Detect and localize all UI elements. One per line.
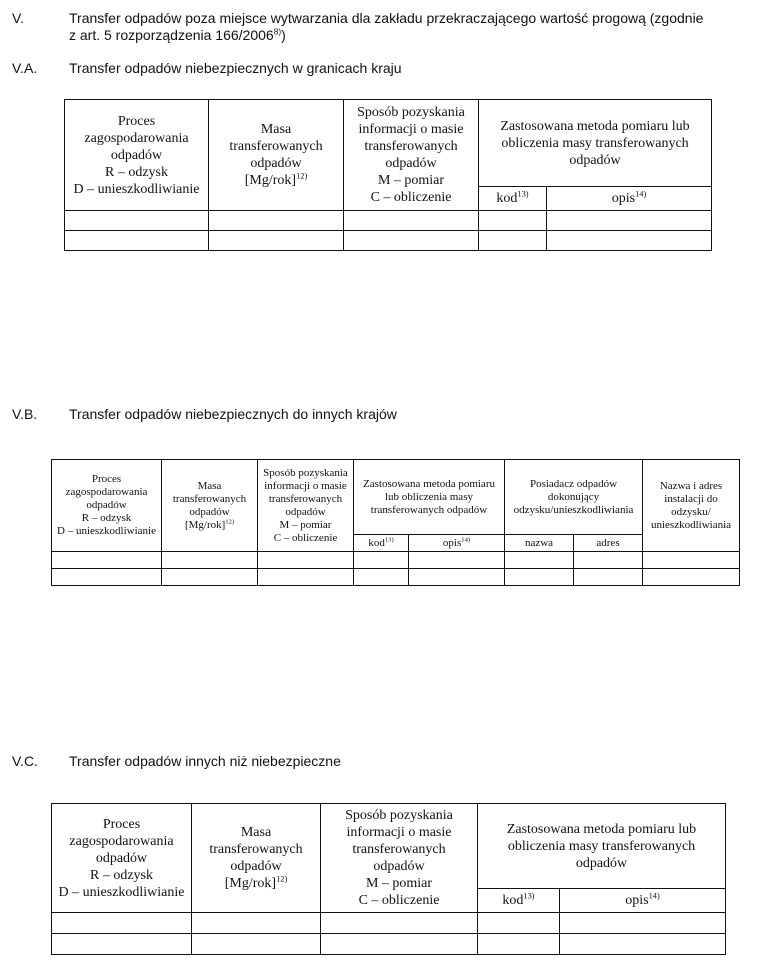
header-line: zagospodarowania: [84, 130, 189, 146]
header-line: odpadów: [285, 505, 326, 518]
header-kod: [479, 187, 547, 211]
header-line: D – unieszkodliwianie: [57, 525, 156, 537]
header-line: obliczenia masy transferowanych: [507, 838, 696, 854]
header-line: C – obliczenie: [370, 190, 452, 205]
table-cell[interactable]: [574, 569, 643, 586]
header-line: odpadów: [373, 859, 425, 874]
table-cell[interactable]: [52, 934, 192, 955]
header-line: odpadów: [569, 152, 621, 168]
section-title: Transfer odpadów niebezpiecznych do innych krajów: [69, 406, 397, 422]
header-line: C – obliczenie: [358, 893, 440, 908]
header-masa: [192, 804, 321, 913]
section-title: Transfer odpadów niebezpiecznych w granicach kraju: [69, 60, 402, 76]
table-cell[interactable]: [209, 211, 344, 231]
header-metoda: [354, 460, 505, 535]
header-line: zagospodarowania: [69, 833, 174, 849]
header-line: odzysku/: [671, 505, 711, 518]
header-line: C – obliczenie: [273, 531, 338, 544]
header-line: transferowanych: [172, 492, 247, 505]
header-sposob: [344, 100, 479, 211]
section-number: V.: [12, 10, 24, 26]
header-text: kod: [502, 893, 524, 908]
footnote-ref: 13): [523, 891, 535, 901]
section-number: V.B.: [12, 406, 38, 422]
header-line: informacji o masie: [346, 825, 452, 840]
header-text: kod: [496, 191, 518, 206]
header-line: [193, 875, 319, 892]
table-cell[interactable]: [574, 552, 643, 569]
header-line: odpadów: [189, 505, 230, 518]
table-row: [52, 913, 726, 934]
footnote-ref: 14): [635, 189, 647, 199]
header-line: odpadów: [385, 156, 437, 171]
header-line: transferowanych: [209, 842, 303, 857]
unit-text: [Mg/rok]: [184, 518, 226, 531]
header-line: Proces: [117, 113, 156, 129]
table-cell[interactable]: [505, 569, 574, 586]
header-line: D – unieszkodliwianie: [58, 884, 185, 900]
section-title-text: ): [281, 27, 286, 43]
header-line: D – unieszkodliwianie: [73, 181, 200, 197]
header-line: unieszkodliwiania: [650, 518, 732, 531]
header-line: odpadów: [110, 147, 163, 163]
footnote-ref: 8): [273, 26, 282, 37]
header-line: Sposób pozyskania: [345, 808, 453, 823]
header-kod: [354, 535, 409, 552]
header-instalacja: [643, 460, 740, 552]
section-number: V.C.: [12, 753, 38, 769]
header-line: odpadów: [575, 855, 628, 871]
header-line: transferowanych: [352, 842, 446, 857]
table-cell[interactable]: [52, 913, 192, 934]
header-line: Masa: [260, 122, 292, 137]
header-text: opis: [442, 536, 462, 549]
table-cell[interactable]: [321, 934, 478, 955]
header-line: R – odzysk: [105, 164, 168, 180]
table-cell[interactable]: [354, 569, 409, 586]
table-row: [52, 934, 726, 955]
table-cell[interactable]: [52, 569, 162, 586]
section-title-line: Transfer odpadów poza miejsce wytwarzania dla zakładu przekraczającego wartość progową (zgodnie: [69, 10, 704, 26]
footnote-ref: 13): [517, 189, 529, 199]
header-opis: [409, 535, 505, 552]
table-cell[interactable]: [258, 569, 354, 586]
header-masa: [209, 100, 344, 211]
footnote-ref: 12): [225, 517, 235, 525]
table-cell[interactable]: [547, 231, 712, 251]
header-line: instalacji do: [664, 492, 718, 505]
table-row: [65, 211, 712, 231]
section-title: [69, 10, 703, 44]
footnote-ref: 12): [276, 874, 288, 884]
footnote-ref: 14): [648, 891, 660, 901]
section-title-text: z art. 5 rozporządzenia 166/2006: [69, 27, 274, 43]
header-line: Proces: [102, 816, 141, 832]
table-va: [64, 99, 712, 251]
table-cell[interactable]: [65, 211, 209, 231]
header-line: Masa: [197, 479, 222, 492]
header-metoda: [479, 100, 712, 187]
table-cell[interactable]: [258, 552, 354, 569]
header-adres: adres: [574, 535, 643, 552]
header-line: Zastosowana metoda pomiaru: [363, 477, 495, 490]
header-line: Nazwa i adres: [659, 479, 723, 492]
header-line: Zastosowana metoda pomiaru lub: [500, 118, 690, 134]
header-kod: [478, 889, 560, 913]
header-nazwa: nazwa: [505, 535, 574, 552]
table-row: [52, 552, 740, 569]
table-cell[interactable]: [162, 569, 258, 586]
section-va-heading: [12, 60, 767, 78]
header-proces: [52, 804, 192, 913]
header-line: R – odzysk: [81, 512, 132, 524]
header-line: transferowanych: [268, 492, 343, 505]
section-v-heading: [12, 10, 767, 46]
header-line: informacji o masie: [264, 479, 347, 492]
table-row: [52, 569, 740, 586]
header-line: Masa: [240, 825, 272, 840]
table-cell[interactable]: [162, 552, 258, 569]
table-cell[interactable]: [547, 211, 712, 231]
header-line: transferowanych odpadów: [370, 503, 488, 516]
header-line: M – pomiar: [279, 518, 332, 531]
header-line: [163, 519, 256, 532]
header-line: odpadów: [86, 499, 127, 511]
header-line: Zastosowana metoda pomiaru lub: [506, 821, 697, 837]
table-cell[interactable]: [209, 231, 344, 251]
header-metoda: [478, 804, 726, 889]
table-cell[interactable]: [409, 552, 505, 569]
section-title: Transfer odpadów innych niż niebezpieczne: [69, 753, 341, 769]
table-cell[interactable]: [65, 231, 209, 251]
header-sposob: [321, 804, 478, 913]
header-line: transferowanych: [364, 139, 458, 154]
table-cell[interactable]: [344, 231, 479, 251]
table-cell[interactable]: [192, 934, 321, 955]
table-cell[interactable]: [192, 913, 321, 934]
header-line: Posiadacz odpadów: [529, 477, 618, 490]
table-cell[interactable]: [505, 552, 574, 569]
header-line: transferowanych: [229, 139, 323, 154]
header-line: odzysku/unieszkodliwiania: [513, 503, 634, 516]
header-sposob: [258, 460, 354, 552]
header-line: lub obliczenia masy: [385, 490, 473, 503]
header-line: obliczenia masy transferowanych: [501, 135, 689, 151]
header-text: kod: [368, 536, 385, 549]
footnote-ref: 13): [384, 535, 394, 543]
table-cell[interactable]: [643, 569, 740, 586]
table-cell[interactable]: [344, 211, 479, 231]
section-vb-heading: [12, 406, 767, 424]
table-row: [65, 231, 712, 251]
table-vc: [51, 803, 726, 955]
table-cell[interactable]: [560, 934, 726, 955]
header-line: odpadów: [95, 850, 148, 866]
header-proces: [52, 460, 162, 552]
header-line: M – pomiar: [365, 876, 433, 891]
header-line: zagospodarowania: [65, 486, 148, 498]
table-cell[interactable]: [52, 552, 162, 569]
footnote-ref: 14): [461, 535, 471, 543]
header-text: opis: [625, 893, 649, 908]
header-line: M – pomiar: [377, 173, 445, 188]
table-cell[interactable]: [321, 913, 478, 934]
header-posiadacz: [505, 460, 643, 535]
section-number: V.A.: [12, 60, 38, 76]
table-cell[interactable]: [479, 231, 547, 251]
unit-text: [Mg/rok]: [244, 173, 297, 188]
header-line: informacji o masie: [358, 122, 464, 137]
table-cell[interactable]: [354, 552, 409, 569]
header-line: odpadów: [250, 156, 302, 171]
table-vb: [51, 459, 740, 586]
header-line: [210, 172, 342, 189]
header-text: opis: [611, 191, 636, 206]
table-cell[interactable]: [479, 211, 547, 231]
header-proces: [65, 100, 209, 211]
header-opis: [560, 889, 726, 913]
table-cell[interactable]: [643, 552, 740, 569]
header-line: dokonujący: [547, 490, 600, 503]
unit-text: [Mg/rok]: [224, 876, 277, 891]
table-cell[interactable]: [409, 569, 505, 586]
header-line: Sposób pozyskania: [263, 466, 348, 479]
section-vc-heading: [12, 753, 767, 771]
footnote-ref: 12): [296, 171, 308, 181]
table-cell[interactable]: [478, 934, 560, 955]
header-opis: [547, 187, 712, 211]
header-line: Proces: [91, 473, 122, 485]
section-title-line: [69, 27, 703, 44]
table-cell[interactable]: [478, 913, 560, 934]
header-line: R – odzysk: [90, 867, 153, 883]
header-line: odpadów: [230, 859, 282, 874]
table-cell[interactable]: [560, 913, 726, 934]
header-masa: [162, 460, 258, 552]
header-line: Sposób pozyskania: [357, 105, 465, 120]
